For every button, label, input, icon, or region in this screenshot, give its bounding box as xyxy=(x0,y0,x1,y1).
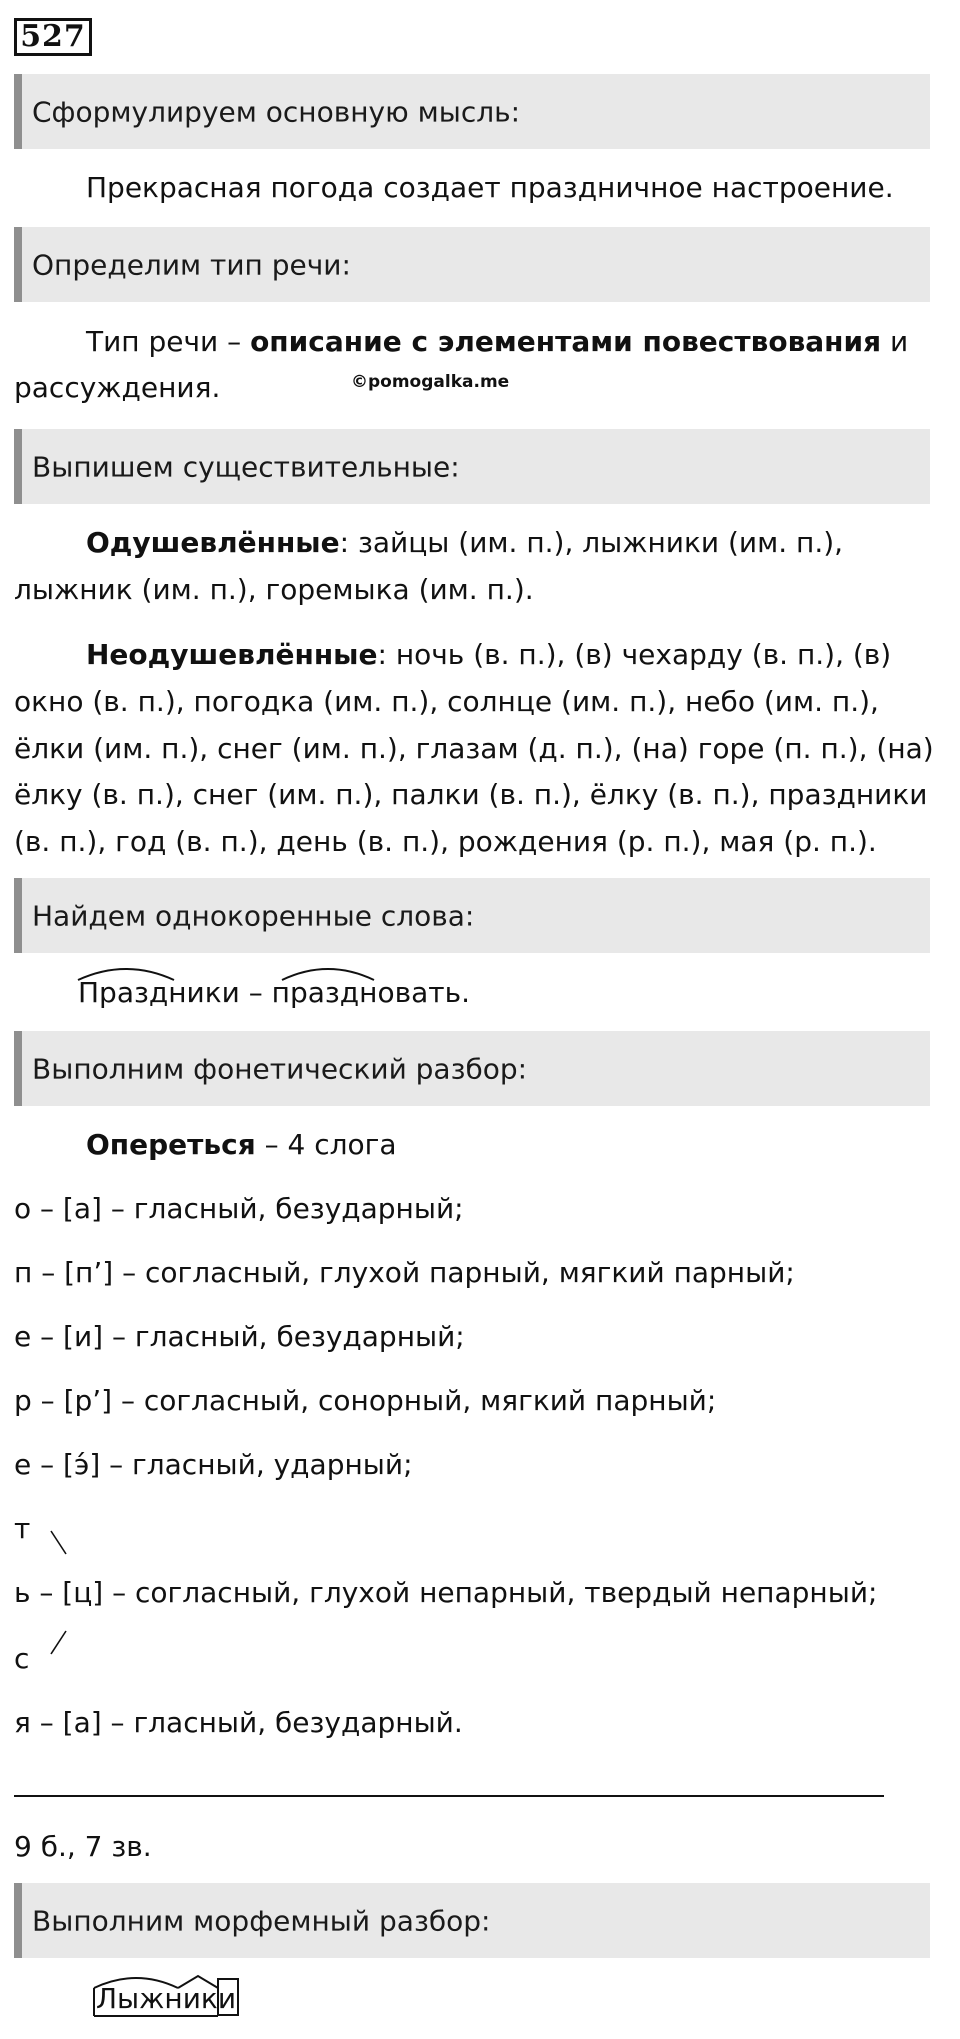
animate-label: Одушевлённые xyxy=(86,526,340,559)
section-header-label: Выпишем существительные: xyxy=(32,450,460,483)
section-header-phonetic xyxy=(14,1031,930,1106)
watermark: ©pomogalka.me xyxy=(351,372,510,392)
phonetic-line: е – [и] – гласный, безударный; xyxy=(14,1320,465,1353)
morpheme-marks xyxy=(90,1966,250,2026)
ending-box-mark xyxy=(218,1979,238,2015)
section-header-cognates xyxy=(14,878,930,953)
inanimate-line-4: ёлку (в. п.), снег (им. п.), палки (в. п.), ёлку (в. п.), праздники xyxy=(14,778,928,811)
cognate-period: . xyxy=(461,976,470,1009)
bracket-line-mark xyxy=(48,1528,70,1558)
section-header-label: Сформулируем основную мысль: xyxy=(32,95,521,128)
bracket-line-mark xyxy=(48,1628,70,1658)
animate-text: : зайцы (им. п.), лыжники (им. п.), xyxy=(339,526,844,559)
inanimate-label: Неодушевлённые xyxy=(86,638,378,671)
exercise-number: 527 xyxy=(14,18,92,56)
phonetic-word-line xyxy=(86,1128,397,1162)
phonetic-word: Опереться xyxy=(86,1128,256,1161)
morphemic-ending: и xyxy=(217,1982,237,2015)
cognate-word-2: праздновать xyxy=(271,976,462,1009)
cognate-word-1: Праздники xyxy=(78,976,240,1009)
phonetic-summary: 9 б., 7 зв. xyxy=(14,1830,152,1863)
suffix-mark xyxy=(178,1976,218,1988)
section-header-label: Выполним фонетический разбор: xyxy=(32,1052,528,1085)
divider-line xyxy=(14,1795,884,1797)
speech-type-line-2: рассуждения. xyxy=(14,371,221,404)
main-idea-text: Прекрасная погода создает праздничное настроение. xyxy=(86,171,894,204)
section-header-morphemic xyxy=(14,1883,930,1958)
phonetic-letter-t: т xyxy=(14,1512,31,1545)
animate-line-1 xyxy=(86,526,843,560)
section-header-label: Выполним морфемный разбор: xyxy=(32,1904,491,1937)
section-header-label: Найдем однокоренные слова: xyxy=(32,899,475,932)
inanimate-line-3: ёлки (им. п.), снег (им. п.), глазам (д. п.), (на) горе (п. п.), (на) xyxy=(14,732,934,765)
phonetic-syllables: – 4 слога xyxy=(255,1128,397,1161)
cognate-dash: – xyxy=(239,976,272,1009)
phonetic-line-ts: ь – [ц] – согласный, глухой непарный, твердый непарный; xyxy=(14,1576,878,1609)
phonetic-line: е – [э́] – гласный, ударный; xyxy=(14,1448,413,1481)
phonetic-letter-s: с xyxy=(14,1642,30,1675)
section-header-nouns xyxy=(14,429,930,504)
root-arc-mark xyxy=(94,1978,178,1988)
speech-type-line-1 xyxy=(86,325,908,359)
inanimate-text: : ночь (в. п.), (в) чехарду (в. п.), (в) xyxy=(377,638,892,671)
section-header-main-idea xyxy=(14,74,930,149)
root-arc-mark xyxy=(280,964,376,984)
phonetic-last-line: я – [а] – гласный, безударный. xyxy=(14,1706,463,1739)
phonetic-line: р – [р’] – согласный, сонорный, мягкий парный; xyxy=(14,1384,717,1417)
section-header-speech-type xyxy=(14,227,930,302)
section-header-label: Определим тип речи: xyxy=(32,248,351,281)
inanimate-line-5: (в. п.), год (в. п.), день (в. п.), рождения (р. п.), мая (р. п.). xyxy=(14,825,877,858)
animate-line-2: лыжник (им. п.), горемыка (им. п.). xyxy=(14,573,534,606)
morphemic-word: Лыжник xyxy=(96,1982,218,2015)
inanimate-line-2: окно (в. п.), погодка (им. п.), солнце (им. п.), небо (им. п.), xyxy=(14,685,879,718)
speech-type-suffix: и xyxy=(881,325,909,358)
speech-type-bold: описание с элементами повествования xyxy=(250,325,882,358)
speech-type-prefix: Тип речи – xyxy=(86,325,251,358)
phonetic-line: п – [п’] – согласный, глухой парный, мягкий парный; xyxy=(14,1256,795,1289)
inanimate-line-1 xyxy=(86,638,891,672)
phonetic-line: о – [а] – гласный, безударный; xyxy=(14,1192,464,1225)
root-arc-mark xyxy=(76,964,176,984)
